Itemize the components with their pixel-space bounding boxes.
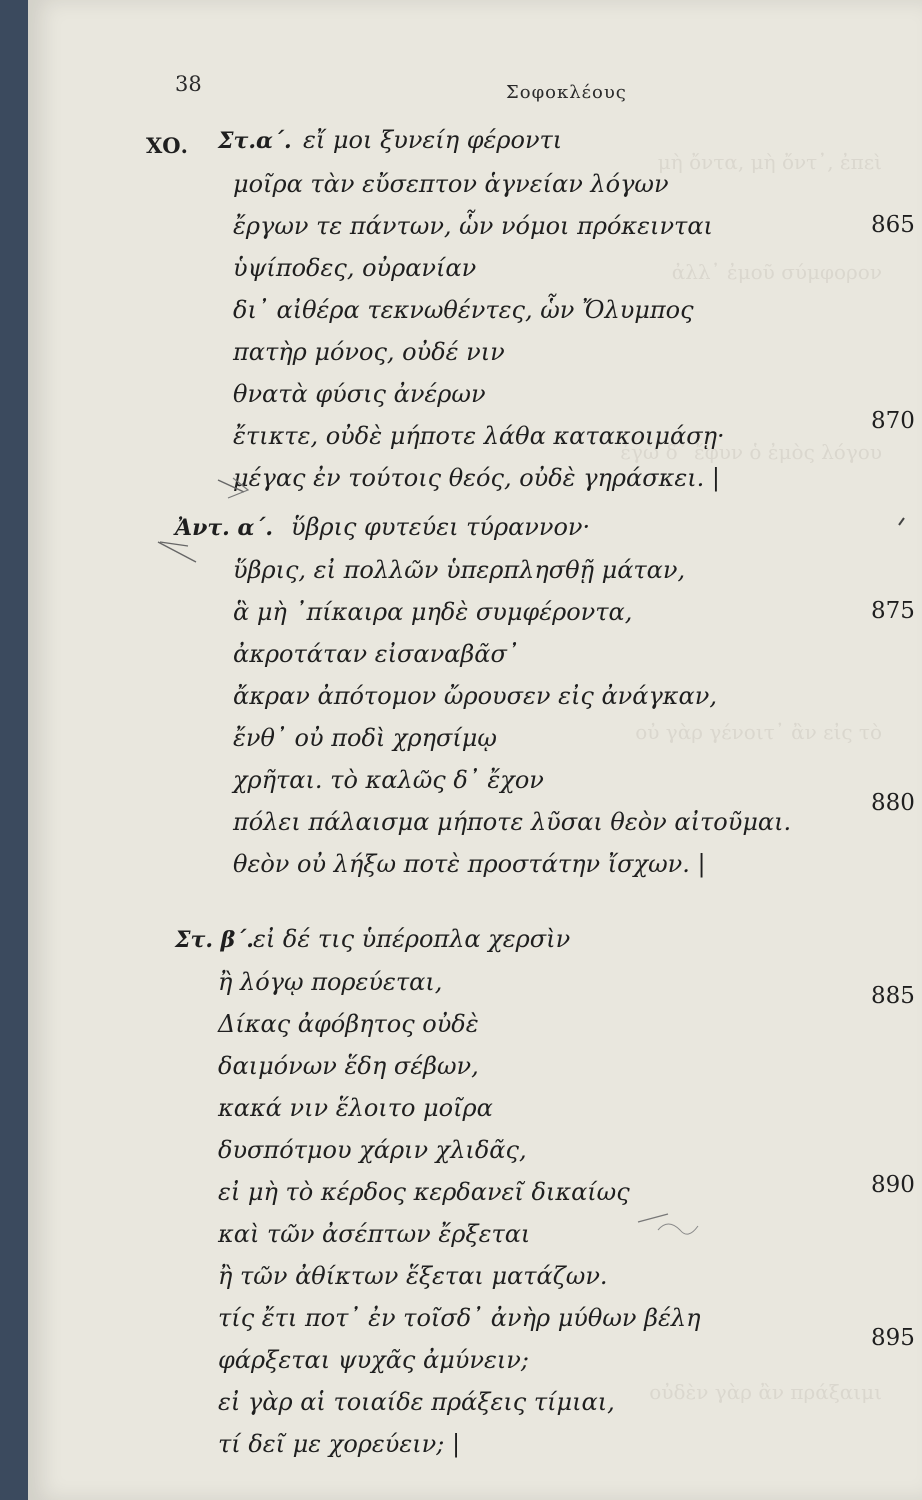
strophe-label: Στ. β΄. (175, 927, 254, 953)
verse-line: ἃ μὴ ᾿πίκαιρα μηδὲ συμφέροντα, (233, 598, 633, 626)
verse-line: ἀκροτάταν εἰσαναβᾶσ᾽ (233, 640, 519, 668)
verse-line: εἰ μὴ τὸ κέρδος κερδανεῖ δικαίως (218, 1178, 630, 1206)
verse-line: ἔνθ᾽ οὐ ποδὶ χρησίμῳ (233, 724, 497, 752)
show-through-text: μὴ ὄντα, μὴ ὄντ᾽, ἐπεὶ (657, 150, 882, 174)
verse-line: τίς ἔτι ποτ᾽ ἐν τοῖσδ᾽ ἀνὴρ μύθων βέλη (218, 1304, 701, 1332)
verse-line: ὑψίποδες, οὐρανίαν (233, 254, 477, 282)
verse-line: ἄκραν ἀπότομον ὤρουσεν εἰς ἀνάγκαν, (233, 682, 717, 710)
show-through-text: οὐδὲν γὰρ ἂν πράξαιμι (649, 1380, 882, 1404)
verse-line: φάρξεται ψυχᾶς ἀμύνειν; (218, 1346, 529, 1374)
page-number: 38 (175, 72, 202, 96)
verse-line: καὶ τῶν ἀσέπτων ἔρξεται (218, 1220, 531, 1248)
verse-line: μέγας ἐν τούτοις θεός, οὐδὲ γηράσκει. | (233, 464, 720, 492)
line-number: 875 (871, 598, 915, 624)
verse-line: εἰ δέ τις ὑπέροπλα χερσὶν (253, 925, 571, 953)
antistrophe-label: Ἀντ. α΄. (175, 515, 274, 541)
pencil-mark-icon (628, 1200, 708, 1260)
speaker-label: ΧΟ. (146, 133, 188, 158)
show-through-text: ἐγὼ δ᾽ ἔφυν ὁ ἐμὸς λόγου (620, 440, 882, 464)
verse-line: ἔργων τε πάντων, ὧν νόμοι πρόκεινται (233, 212, 713, 240)
verse-line: ἢ λόγῳ πορεύεται, (218, 968, 443, 996)
verse-line: μοῖρα τὰν εὔσεπτον ἁγνείαν λόγων (233, 170, 669, 198)
pencil-mark-icon (148, 470, 258, 590)
strophe-label: Στ.α΄. (218, 128, 292, 154)
verse-line: ἔτικτε, οὐδὲ μήποτε λάθα κατακοιμάσῃ· (233, 422, 725, 450)
verse-line: ὕβρις φυτεύει τύραννον· (291, 513, 591, 541)
verse-line: δι᾽ αἰθέρα τεκνωθέντες, ὧν Ὄλυμπος (233, 296, 694, 324)
running-title: Σοφοκλέους (506, 82, 627, 103)
book-page (28, 0, 922, 1500)
line-number: 865 (871, 212, 915, 238)
line-number: 870 (871, 408, 915, 434)
verse-line: κακά νιν ἕλοιτο μοῖρα (218, 1094, 493, 1122)
show-through-text: ἀλλ᾽ ἐμοῦ σύμφορον (671, 260, 882, 284)
show-through-text: οὐ γὰρ γένοιτ᾽ ἂν εἰς τὸ (635, 720, 882, 744)
verse-line: τί δεῖ με χορεύειν; | (218, 1430, 461, 1458)
verse-line: χρῆται. τὸ καλῶς δ᾽ ἔχον (233, 766, 544, 794)
verse-line: θνατὰ φύσις ἀνέρων (233, 380, 486, 408)
verse-line: δαιμόνων ἕδη σέβων, (218, 1052, 479, 1080)
line-number: 890 (871, 1172, 915, 1198)
line-number: 885 (871, 983, 915, 1009)
verse-line: εἴ μοι ξυνείη φέροντι (303, 126, 563, 154)
line-number: 895 (871, 1325, 915, 1351)
verse-line: πατὴρ μόνος, οὐδέ νιν (233, 338, 505, 366)
verse-line: ὕβρις, εἰ πολλῶν ὑπερπλησθῇ μάταν, (233, 556, 686, 584)
verse-line: Δίκας ἀφόβητος οὐδὲ (218, 1010, 479, 1038)
verse-line: θεὸν οὐ λήξω ποτὲ προστάτην ἴσχων. | (233, 850, 706, 878)
verse-line: πόλει πάλαισμα μήποτε λῦσαι θεὸν αἰτοῦμαι. (233, 808, 792, 836)
verse-line: ἢ τῶν ἀθίκτων ἕξεται ματάζων. (218, 1262, 608, 1290)
line-number: 880 (871, 790, 915, 816)
verse-line: δυσπότμου χάριν χλιδᾶς, (218, 1136, 527, 1164)
pencil-mark-icon (896, 515, 908, 529)
verse-line: εἰ γὰρ αἱ τοιαίδε πράξεις τίμιαι, (218, 1388, 615, 1416)
